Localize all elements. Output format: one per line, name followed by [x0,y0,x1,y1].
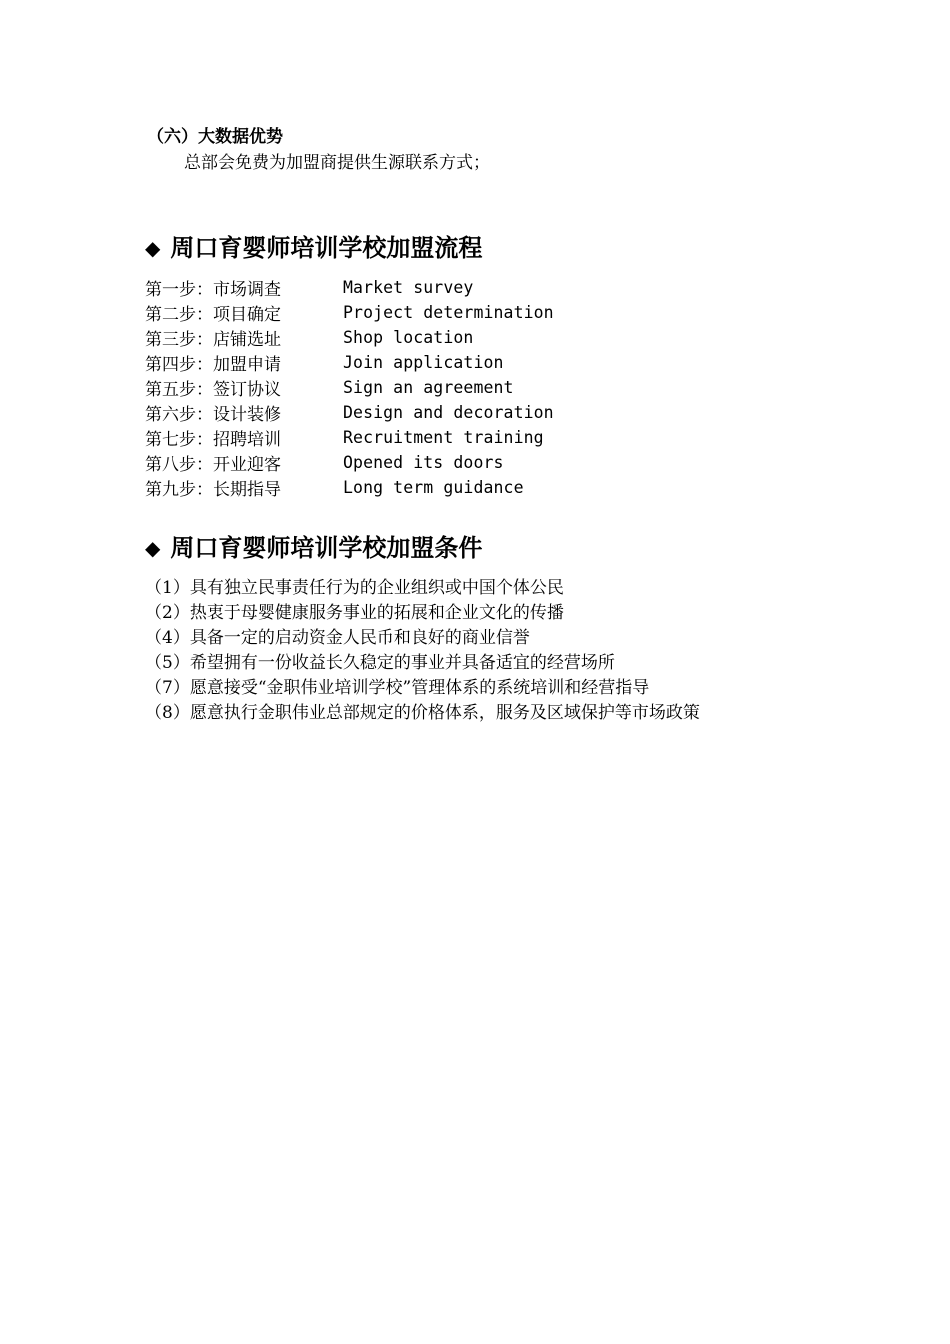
step-label-en: Opened its doors [343,453,504,472]
condition-item: （5）希望拥有一份收益长久稳定的事业并具备适宜的经营场所 [145,653,615,673]
conditions-list [145,573,845,723]
step-label-en: Long term guidance [343,478,524,497]
conditions-section-title [145,533,482,563]
diamond-bullet-icon: ◆ [145,536,161,560]
step-label-en: Sign an agreement [343,378,514,397]
process-steps-list [145,275,745,500]
conditions-title-text: 周口育婴师培训学校加盟条件 [170,533,483,562]
process-section-title [145,233,482,263]
step-label-en: Recruitment training [343,428,544,447]
step-label-cn: 第一步：市场调查 [145,280,281,300]
step-row [145,425,745,450]
step-row [145,325,745,350]
step-label-cn: 第九步：长期指导 [145,480,281,500]
step-row [145,475,745,500]
step-row [145,300,745,325]
step-label-en: Shop location [343,328,474,347]
process-title-text: 周口育婴师培训学校加盟流程 [170,233,483,262]
step-label-en: Project determination [343,303,554,322]
step-row [145,400,745,425]
step-label-cn: 第三步：店铺选址 [145,330,281,350]
step-row [145,350,745,375]
diamond-bullet-icon: ◆ [145,236,161,260]
condition-item: （4）具备一定的启动资金人民币和良好的商业信誉 [145,628,530,648]
step-label-en: Design and decoration [343,403,554,422]
step-label-cn: 第八步：开业迎客 [145,455,281,475]
step-row [145,450,745,475]
step-label-cn: 第四步：加盟申请 [145,355,281,375]
step-label-cn: 第七步：招聘培训 [145,430,281,450]
step-row [145,275,745,300]
section-six-paragraph: 总部会免费为加盟商提供生源联系方式； [184,153,490,173]
condition-item: （2）热衷于母婴健康服务事业的拓展和企业文化的传播 [145,603,564,623]
step-label-cn: 第六步：设计装修 [145,405,281,425]
step-label-cn: 第五步：签订协议 [145,380,281,400]
condition-item: （8）愿意执行金职伟业总部规定的价格体系，服务及区域保护等市场政策 [145,703,700,723]
condition-item: （1）具有独立民事责任行为的企业组织或中国个体公民 [145,578,564,598]
step-label-cn: 第二步：项目确定 [145,305,281,325]
section-six-heading: （六）大数据优势 [147,127,283,147]
step-label-en: Join application [343,353,504,372]
condition-item: （7）愿意接受“金职伟业培训学校”管理体系的系统培训和经营指导 [145,678,650,698]
step-label-en: Market survey [343,278,474,297]
step-row [145,375,745,400]
